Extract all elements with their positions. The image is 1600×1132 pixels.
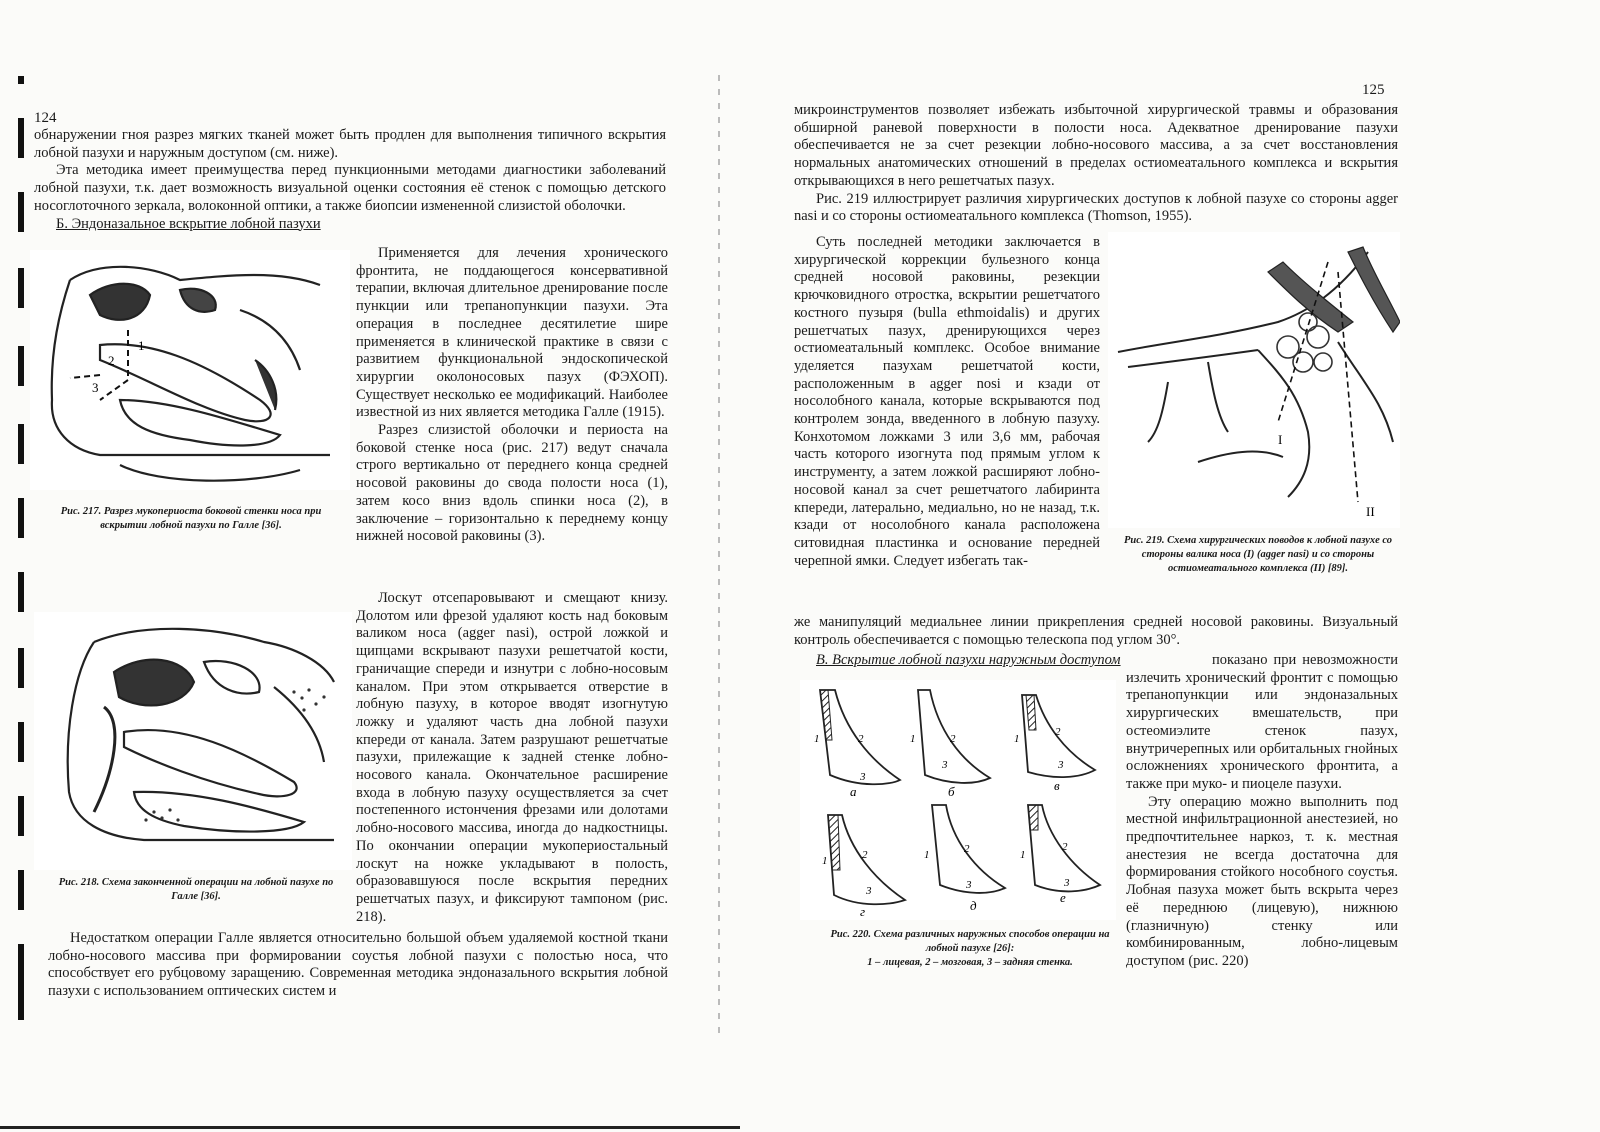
fig220-num-2: 2 — [1055, 726, 1061, 738]
left-col-para-1: Применяется для лечения хронического фронтита, не поддающегося консервативной терапии, включая длительное дренирование после пункции или трепанопункции пазухи. Эта операция в последнее десятилетие шире применяется в клинической практике в связи с развитием функциональной эндоскопической хирургии околоносовых пазух (ФЭХОП). Существует несколько ее модификаций. Наиболее известной из них является методика Галле (1915). — [356, 245, 668, 421]
fig220-caption — [822, 928, 1118, 970]
heading-external-text: В. Вскрытие лобной пазухи наружным доступом — [816, 652, 1121, 668]
left-col-para-3: Лоскут отсепаровывают и смещают книзу. Долотом или фрезой удаляют кость над боковым валиком носа (agger nasi), острой ложкой и щипцами вскрывают пазухи решетчатой кости, граничащие спереди и изнутри с лобно-носовым каналом. При этом открывается отверстие в лобную пазуху, в которое вводят изогнутую ложку и удаляют часть дна лобной пазухи кпереди от канала. Затем разрушают решетчатые пазухи, прилежащие к задней стенке лобно-носового канала. Окончательное расширение входа в лобную пазуху осуществляется за счет постепенного истончения фрезами или долотами лобно-носового массива, иногда до надкостницы. По окончании операции мукопериостальный лоскут на ножке укладывают в полость, образовавшуюся после вскрытия передних решетчатых пазух, и фиксируют тампоном (рис. 218). — [356, 590, 668, 925]
fig220-num-1: 1 — [814, 733, 820, 745]
left-col-para-2: Разрез слизистой оболочки и периоста на боковой стенке носа (рис. 217) ведут сначала строго вертикально от переднего конца средней носовой раковины до свода полости носа (1), затем косо вниз вдоль спинки носа (2), в заключение – горизонтально к переднему концу нижней носовой раковины (3). — [356, 422, 668, 545]
fig219-label-II: II — [1366, 504, 1375, 519]
left-page-number: 124 — [34, 110, 57, 126]
left-bottom-text — [48, 930, 668, 1001]
fig220-num-3: 3 — [866, 885, 872, 897]
fig220-num-3: 3 — [1058, 759, 1064, 771]
fig219-caption: Рис. 219. Схема хирургических поводов к лобной пазухе со стороны валика носа (I) (agger nasi) и со стороны остиомеатального комплекса (II) [89]. — [1123, 535, 1393, 574]
fig220-num-3: 3 — [942, 759, 948, 771]
fig217-label-1: 1 — [138, 338, 145, 353]
fig220-num-2: 2 — [964, 843, 970, 855]
fig220-num-3: 3 — [860, 771, 866, 783]
fig220-panel-v: в — [1054, 778, 1060, 793]
fig220-num-3: 3 — [1064, 877, 1070, 889]
scan-edge-mark — [18, 498, 24, 538]
fig217-label-2: 2 — [108, 353, 115, 368]
fig219-label-I: I — [1278, 432, 1283, 447]
scan-edge-mark — [18, 268, 24, 308]
fig220-num-1: 1 — [1014, 733, 1020, 745]
left-para-last: Недостатком операции Галле является относительно большой объем удаляемой костной ткани лобно-носового массива при формировании соустья лобной пазухи с полостью носа, что способствует его рубцовому заращению. Современная методика эндоназального вскрытия лобной пазухи с использованием оптических систем и — [48, 930, 668, 1000]
figure-218 — [34, 612, 352, 870]
scan-edge-mark — [18, 192, 24, 232]
scan-edge-mark — [18, 944, 24, 1020]
right-col-para-1: Суть последней методики заключается в хирургической коррекции бульезного конца средней носовой раковины, резекции крючковидного отростка, вскрытии решетчатого костного пузыря (bulla ethmoidalis) и других решетчатых пазух, дренирующихся через остиомеатальный комплекс. Особое внимание уделяется пазухам решетчатой кости, расположенным в agger nosi и кзади от носолобного канала, которые вскрываются под контролем зонда, введенного в лобную пазуху. Конхотомом ложками 3 или 3,6 мм, рабочая часть которого изогнута под прямым углом к инструменту, а затем ложкой расширяют лобно-носовой канал за счет решетчатого лабиринта кпереди, латерально, медиально, но не назад, т.к. кзади от носолобного канала расположена ситовидная пластинка и основание передней черепной ямки. Следует избегать так- — [794, 234, 1100, 569]
scan-edge-mark — [18, 870, 24, 910]
right-column-text-1 — [794, 234, 1100, 570]
fig220-caption-title: Рис. 220. Схема различных наружных способов операции на лобной пазухе [26]: — [830, 929, 1110, 954]
right-column-text-2 — [1126, 652, 1398, 971]
fig220-num-1: 1 — [910, 733, 916, 745]
right-para-3: же манипуляций медиальнее линии прикрепления средней носовой раковины. Визуальный контроль обеспечивается с помощью телескопа под углом 30°. — [794, 614, 1398, 648]
scan-edge-mark — [18, 648, 24, 688]
fig220-num-1: 1 — [1020, 849, 1026, 861]
page-gutter — [718, 75, 720, 1035]
scan-bottom-line — [0, 1126, 740, 1129]
figure-219 — [1108, 232, 1400, 528]
fig220-num-1: 1 — [822, 855, 828, 867]
left-column-text-2 — [356, 590, 668, 926]
fig220-num-2: 2 — [858, 733, 864, 745]
scan-edge-mark — [18, 722, 24, 762]
right-col-para-2: показано при невозможности излечить хронический фронтит с помощью трепанопункции или эндоназальных хирургических вмешательств, при остеомиэлите стенок пазух, внутричерепных или орбитальных гнойных осложнениях хронического фронтита, а также при муко- и пиоцеле пазухи. — [1126, 652, 1398, 792]
heading-endonasal: Б. Эндоназальное вскрытие лобной пазухи — [56, 215, 321, 232]
fig220-panel-a: а — [850, 784, 857, 799]
fig217-caption: Рис. 217. Разрез мукопериоста боковой стенки носа при вскрытии лобной пазухи по Галле [36]. — [60, 506, 322, 531]
left-column-text-1 — [356, 245, 668, 546]
right-intro-text — [794, 102, 1398, 226]
fig220-panel-e: е — [1060, 890, 1066, 905]
fig220-panel-d: д — [970, 898, 977, 913]
right-para-1: микроинструментов позволяет избежать избыточной хирургической травмы и образования обширной раневой поверхности в полости носа. Адекватное дренирование пазухи обеспечивается не за счет резекции лобно-носового массива, а за счет восстановления нормальных анатомических отношений в пределах остиомеатального комплекса и вскрытия открывающихся в него решетчатых пазух. — [794, 102, 1398, 189]
fig220-panel-b: б — [948, 784, 955, 799]
right-para-2: Рис. 219 иллюстрирует различия хирургических доступов к лобной пазухе со стороны agger nasi и со стороны остиомеатального комплекса (Thomson, 1955). — [794, 190, 1398, 225]
left-intro-text — [34, 127, 666, 233]
fig220-num-2: 2 — [862, 849, 868, 861]
scan-edge-mark — [18, 118, 24, 158]
scan-edge-mark — [18, 76, 24, 84]
right-page-number: 125 — [1362, 82, 1385, 98]
scan-edge-mark — [18, 424, 24, 464]
fig217-label-3: 3 — [92, 380, 99, 395]
right-col-para-3: Эту операцию можно выполнить под местной инфильтрационной анестезией, но предпочтительнее наркоз, т. к. местная анестезия не всегда достаточна для формирования стойкого нособного соустья. Лобная пазуха может быть вскрыта через её переднюю (лицевую), нижнюю (глазничную) стенку или комбинированным, лобно-лицевым доступом (рис. 220) — [1126, 793, 1398, 969]
fig220-caption-legend: 1 – лицевая, 2 – мозговая, 3 – задняя стенка. — [867, 957, 1073, 968]
figure-217 — [30, 250, 350, 490]
fig220-num-2: 2 — [1062, 841, 1068, 853]
left-para-1: обнаружении гноя разрез мягких тканей может быть продлен для выполнения типичного вскрытия лобной пазухи и наружным доступом (см. ниже). — [34, 127, 666, 161]
fig220-num-2: 2 — [950, 733, 956, 745]
fig220-panel-g: г — [860, 904, 866, 919]
right-mid-text — [794, 614, 1398, 649]
fig218-caption: Рис. 218. Схема законченной операции на лобной пазухе по Галле [36]. — [58, 877, 334, 902]
scan-edge-mark — [18, 572, 24, 612]
scan-edge-mark — [18, 346, 24, 386]
fig220-num-1: 1 — [924, 849, 930, 861]
fig220-num-3: 3 — [966, 879, 972, 891]
figure-220 — [800, 680, 1116, 920]
left-para-2: Эта методика имеет преимущества перед пункционными методами диагностики заболеваний лобной пазухи, т.к. дает возможность визуальной оценки состояния её стенок с помощью детского носоглоточного зеркала, волоконной оптики, а также биопсии измененной слизистой оболочки. — [34, 162, 666, 214]
scan-edge-mark — [18, 796, 24, 836]
